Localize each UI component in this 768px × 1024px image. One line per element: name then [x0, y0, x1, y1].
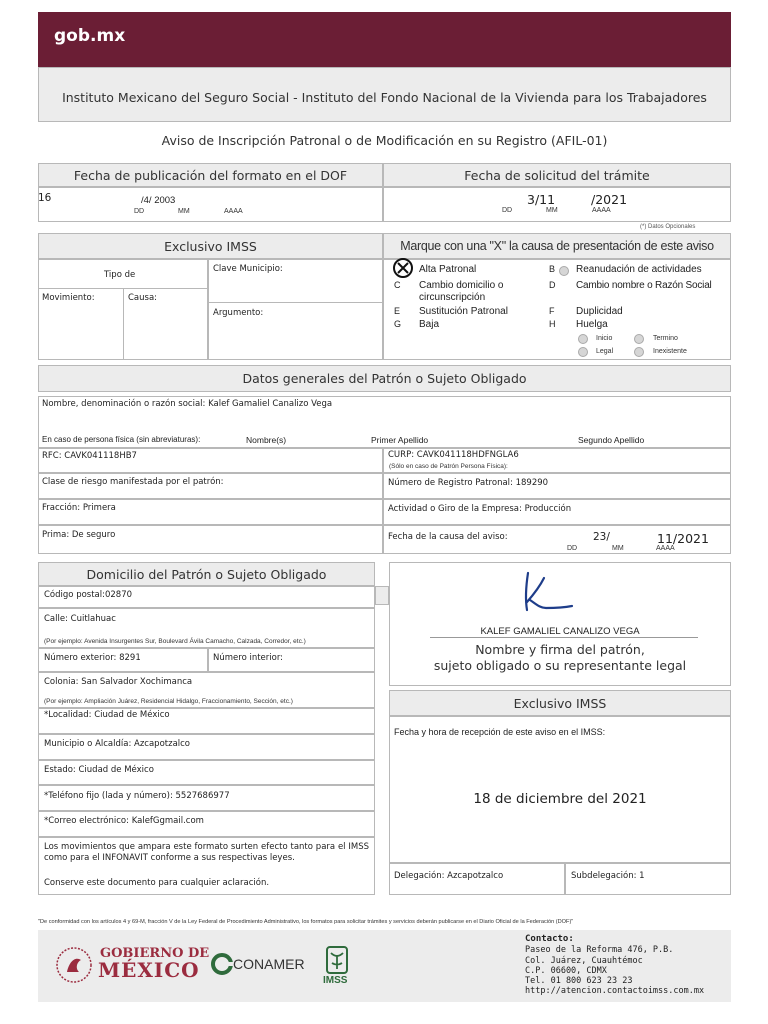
- recepcion-label: Fecha y hora de recepción de este aviso en el IMSS:: [394, 727, 606, 737]
- firma-nombre: KALEF GAMALIEL CANALIZO VEGA: [480, 626, 640, 637]
- signature-icon: [510, 568, 590, 618]
- colonia-example: (Por ejemplo: Ampliación Juárez, Residencial Hidalgo, Fraccionamiento, Sección, etc.): [44, 698, 293, 705]
- huelga-legal-label: Legal: [596, 348, 614, 355]
- legal-notice: "De conformidad con los artículos 4 y 69-M, fracción V de la Ley Federal de Procedimiento Administrativo, los formatos para solicitar trámites y servicios deberán publicarse en el Diario Oficial de la Federación (DOF)": [38, 919, 574, 925]
- institute-banner: [38, 67, 731, 122]
- contacto-tel: Tel. 01 800 623 23 23: [525, 976, 633, 986]
- cause-sustitucion: Sustitución Patronal: [419, 306, 508, 317]
- correo-field[interactable]: *Correo electrónico: KalefGgmail.com: [44, 816, 204, 826]
- cause-cambio-domicilio: Cambio domicilio o circunscripción: [419, 280, 504, 303]
- dof-month-year: /4/ 2003: [141, 195, 176, 206]
- tipo-de-label: Tipo de: [104, 270, 136, 280]
- localidad-field[interactable]: *Localidad: Ciudad de México: [44, 710, 170, 720]
- contacto-label: Contacto:: [525, 934, 574, 944]
- segundo-apellido-label: Segundo Apellido: [578, 435, 645, 445]
- contacto-addr-1: Paseo de la Reforma 476, P.B.: [525, 945, 674, 955]
- contacto-addr-2: Col. Juárez, Cuauhtémoc: [525, 956, 643, 966]
- sol-year: /2021: [591, 192, 628, 207]
- prima-field[interactable]: Prima: De seguro: [42, 530, 116, 540]
- sol-day-month: 3/11: [527, 192, 556, 207]
- domicilio-side-tab: [375, 586, 389, 605]
- contacto-addr-3: C.P. 06600, CDMX: [525, 966, 607, 976]
- colonia-field[interactable]: Colonia: San Salvador Xochimanca: [44, 677, 193, 687]
- solicitud-date-header: Fecha de solicitud del trámite: [383, 163, 731, 187]
- huelga-inexistente-radio[interactable]: [634, 347, 644, 357]
- cause-b-radio[interactable]: [559, 266, 569, 276]
- huelga-inexistente-label: Inexistente: [653, 348, 687, 355]
- num-exterior-field[interactable]: Número exterior: 8291: [44, 653, 141, 663]
- mexico-text: MÉXICO: [98, 958, 200, 982]
- calle-example: (Por ejemplo: Avenida Insurgentes Sur, Boulevard Ávila Camacho, Calzada, Corredor, etc.): [44, 638, 306, 645]
- cause-duplicidad: Duplicidad: [576, 306, 623, 317]
- solicitud-date-field: [383, 187, 731, 222]
- mexico-seal-icon: [55, 944, 93, 986]
- movimiento-label: Movimiento:: [42, 293, 95, 303]
- huelga-termino-radio[interactable]: [634, 334, 644, 344]
- imss-text: IMSS: [323, 975, 348, 986]
- telefono-field[interactable]: *Teléfono fijo (lada y número): 5527686977: [44, 791, 230, 801]
- clave-municipio-label: Clave Municipio:: [213, 264, 283, 274]
- registro-patronal-field[interactable]: Número de Registro Patronal: 189290: [388, 478, 549, 488]
- causa-aaaa-label: AAAA: [656, 545, 675, 552]
- cause-huelga: Huelga: [576, 319, 608, 330]
- huelga-legal-radio[interactable]: [578, 347, 588, 357]
- conserve-text: Conserve este documento para cualquier aclaración.: [44, 878, 270, 888]
- nombre-field[interactable]: Nombre, denominación o razón social: Kalef Gamaliel Canalizo Vega: [42, 399, 333, 409]
- datos-generales-header: Datos generales del Patrón o Sujeto Obligado: [38, 365, 731, 392]
- delegacion-field[interactable]: Delegación: Azcapotzalco: [394, 871, 504, 881]
- cp-field[interactable]: Código postal:02870: [44, 590, 133, 600]
- curp-note: (Sólo en caso de Patrón Persona Física):: [389, 463, 508, 470]
- fecha-causa-day: 23/: [593, 531, 610, 543]
- calle-field[interactable]: Calle: Cuitlahuac: [44, 614, 116, 624]
- causa-label: Causa:: [128, 293, 158, 303]
- dof-day: 16: [38, 192, 52, 204]
- cause-e-letter: E: [394, 306, 401, 316]
- recepcion-box: [389, 716, 731, 863]
- cause-g-letter: G: [394, 319, 402, 329]
- cause-cambio-nombre: Cambio nombre o Razón Social: [576, 280, 712, 291]
- institute-title: Instituto Mexicano del Seguro Social - Instituto del Fondo Nacional de la Vivienda para los Trabajadores: [62, 90, 707, 105]
- imss-eagle-icon: [325, 945, 349, 975]
- sol-dd-label: DD: [502, 207, 513, 214]
- num-interior-field[interactable]: Número interior:: [213, 653, 284, 663]
- nota-text: Los movimientos que ampara este formato surten efecto tanto para el IMSS como para el INFONAVIT conforme a sus respectivas leyes.: [44, 842, 369, 863]
- exclusivo-imss-header: Exclusivo IMSS: [38, 233, 383, 259]
- cause-c-letter: C: [394, 280, 401, 290]
- firma-caption-1: Nombre y firma del patrón,: [475, 642, 645, 657]
- nombres-label: Nombre(s): [246, 435, 287, 445]
- cause-baja: Baja: [419, 319, 440, 330]
- gobierno-de-text: GOBIERNO DE: [100, 946, 210, 961]
- fraccion-field[interactable]: Fracción: Primera: [42, 503, 116, 513]
- actividad-field[interactable]: Actividad o Giro de la Empresa: Producción: [388, 504, 572, 514]
- clase-riesgo-field[interactable]: Clase de riesgo manifestada por el patrón:: [42, 477, 224, 487]
- causa-dd-label: DD: [567, 545, 578, 552]
- exclusivo-imss-2-header: Exclusivo IMSS: [389, 690, 731, 716]
- persona-fisica-label: En caso de persona física (sin abreviaturas):: [42, 435, 201, 444]
- sol-aaaa-label: AAAA: [592, 207, 611, 214]
- dof-aaaa-label: AAAA: [224, 208, 243, 215]
- primer-apellido-label: Primer Apellido: [371, 435, 429, 445]
- rfc-field[interactable]: RFC: CAVK041118HB7: [42, 451, 137, 461]
- gob-header-bar: [38, 12, 731, 67]
- huelga-termino-label: Termino: [653, 335, 678, 342]
- dof-date-field: [38, 187, 383, 222]
- sol-mm-label: MM: [546, 207, 558, 214]
- conamer-text: CONAMER: [233, 956, 305, 972]
- causa-mm-label: MM: [612, 545, 624, 552]
- contacto-url[interactable]: http://atencion.contactoimss.com.mx: [525, 986, 705, 996]
- estado-field[interactable]: Estado: Ciudad de México: [44, 765, 154, 775]
- curp-field[interactable]: CURP: CAVK041118HDFNGLA6: [388, 450, 519, 460]
- subdelegacion-field[interactable]: Subdelegación: 1: [571, 871, 645, 881]
- domicilio-header: Domicilio del Patrón o Sujeto Obligado: [38, 562, 375, 586]
- cause-d-letter: D: [549, 280, 556, 290]
- selected-x-mark-icon[interactable]: [393, 258, 413, 278]
- cause-reanudacion: Reanudación de actividades: [576, 264, 702, 275]
- cause-h-letter: H: [549, 319, 556, 329]
- cause-b-letter: B: [549, 264, 556, 274]
- huelga-inicio-label: Inicio: [596, 335, 613, 342]
- gob-logo-text[interactable]: gob.mx: [54, 26, 126, 46]
- conamer-logo-icon: [211, 953, 233, 975]
- argumento-label: Argumento:: [213, 308, 264, 318]
- firma-caption-2: sujeto obligado o su representante legal: [433, 658, 687, 673]
- cause-alta: Alta Patronal: [419, 264, 477, 275]
- huelga-inicio-radio[interactable]: [578, 334, 588, 344]
- optional-note: (*) Datos Opcionales: [640, 224, 696, 230]
- fecha-causa-month-year: 11/2021: [657, 531, 709, 546]
- fecha-recepcion: 18 de diciembre del 2021: [473, 791, 647, 807]
- dof-mm-label: MM: [178, 208, 190, 215]
- fecha-causa-label: Fecha de la causa del aviso:: [388, 532, 508, 542]
- cause-f-letter: F: [549, 306, 555, 316]
- causes-header: Marque con una "X" la causa de presentación de este aviso: [383, 233, 731, 259]
- form-title: Aviso de Inscripción Patronal o de Modificación en su Registro (AFIL-01): [161, 133, 608, 148]
- municipio-field[interactable]: Municipio o Alcaldía: Azcapotzalco: [44, 739, 191, 749]
- dof-date-header: Fecha de publicación del formato en el DOF: [38, 163, 383, 187]
- dof-dd-label: DD: [134, 208, 145, 215]
